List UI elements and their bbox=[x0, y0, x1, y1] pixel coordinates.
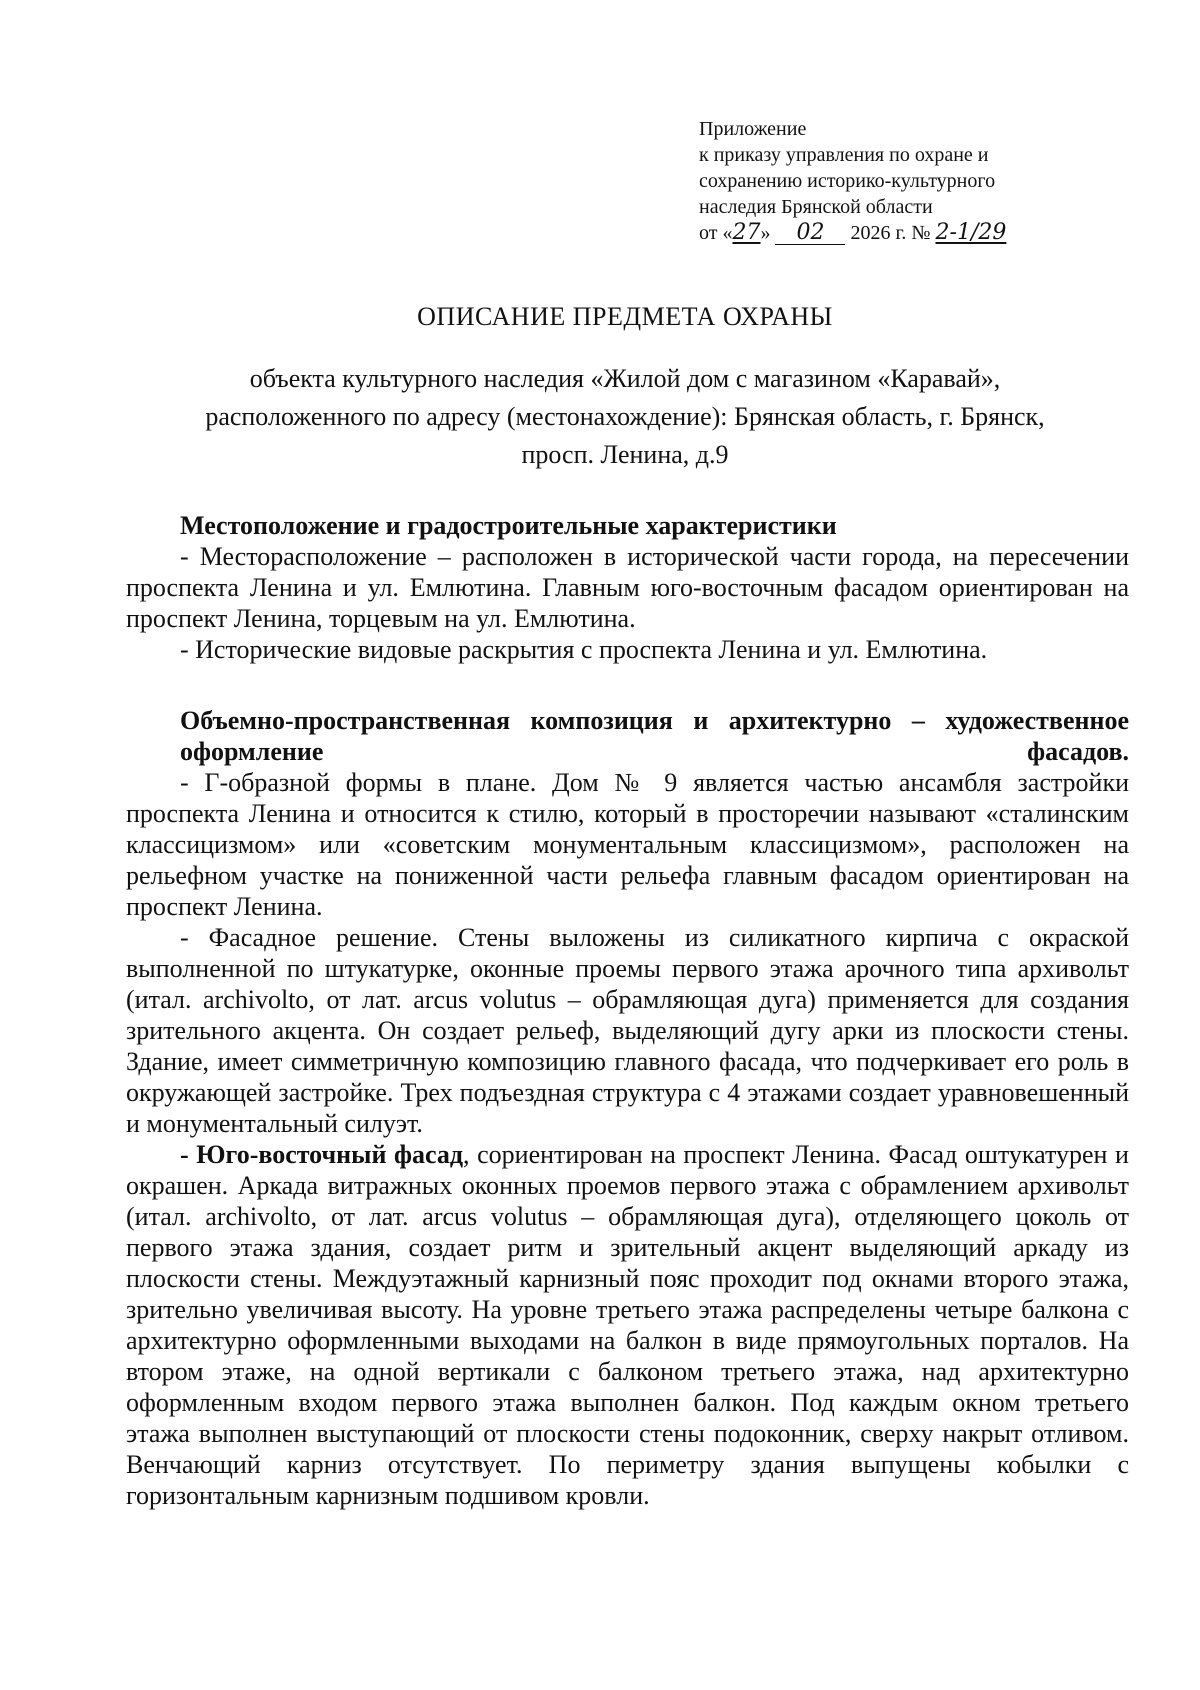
order-number: 2-1/29 bbox=[935, 220, 1007, 245]
section-2-paragraph-2: - Фасадное решение. Стены выложены из силикатного кирпича с окраской выполненной по штукатурке, оконные проемы первого этажа арочного типа архивольт (итал. archivolto, от лат. arcus volutus – обрамляющая дуга) применяется для создания зрительного акцента. Он создает рельеф, выделяющий дугу арки из плоскости стены. Здание, имеет симметричную композицию главного фасада, что подчеркивает его роль в окружающей застройке. Трех подъездная структура с 4 этажами создает уравновешенный и монументальный силуэт. bbox=[126, 923, 1129, 1138]
section-2-heading: Объемно-пространственная композиция и архитектурно – художественное оформление фасадов. bbox=[180, 706, 1129, 766]
document-body bbox=[126, 510, 1129, 1511]
date-month: 02 bbox=[796, 220, 825, 245]
section-2-paragraph-1: - Г-образной формы в плане. Дом № 9 является частью ансамбля застройки проспекта Ленина и относится к стилю, который в просторечии называют «сталинским классицизмом» или «советским монументальным классицизмом», расположен на рельефном участке на пониженной части рельефа главным фасадом ориентирован на проспект Ленина. bbox=[126, 768, 1129, 921]
document-title: ОПИСАНИЕ ПРЕДМЕТА ОХРАНЫ bbox=[417, 302, 833, 331]
approval-line-1: Приложение bbox=[699, 118, 807, 140]
date-day: 27 bbox=[732, 220, 761, 245]
approval-date-line bbox=[699, 220, 1079, 246]
section-1-paragraph-2: - Исторические видовые раскрытия с проспекта Ленина и ул. Емлютина. bbox=[180, 635, 988, 664]
date-prefix: от « bbox=[699, 222, 733, 244]
section-2-paragraph-3-text: , сориентирован на проспект Ленина. Фасад оштукатурен и окрашен. Аркада витражных оконных проемов первого этажа с обрамлением архивольт (итал. archivolto, от лат. arcus volutus – обрамляющая дуга), отделяющего цоколь от первого этажа здания, создает ритм и зрительный акцент выделяющий аркаду из плоскости стены. Междуэтажный карнизный пояс проходит под окнами второго этажа, зрительно увеличивая высоту. На уровне третьего этажа распределены четыре балкона с архитектурно оформленными выходами на балкон в виде прямоугольных порталов. На втором этаже, на одной вертикали с балконом третьего этажа, над архитектурно оформленным входом первого этажа выполнен балкон. Под каждым окном третьего этажа выполнен выступающий от плоскости стены подоконник, сверху накрыт отливом. Венчающий карниз отсутствует. По периметру здания выпущены кобылки с горизонтальным карнизным подшивом кровли. bbox=[126, 1140, 1129, 1510]
approval-line-2: к приказу управления по охране и bbox=[699, 144, 989, 166]
date-month-field bbox=[775, 222, 845, 245]
approval-line-3: сохранению историко-культурного bbox=[699, 170, 996, 192]
subtitle-line-1: объекта культурного наследия «Жилой дом с магазином «Каравай», bbox=[249, 364, 1001, 393]
section-1-heading: Местоположение и градостроительные характеристики bbox=[180, 511, 837, 540]
date-separator: » bbox=[760, 222, 771, 244]
approval-block bbox=[699, 116, 1079, 246]
section-2-paragraph-3 bbox=[126, 1139, 1129, 1511]
date-year: 2026 г. № bbox=[850, 222, 931, 244]
subtitle-line-3: просп. Ленина, д.9 bbox=[521, 440, 729, 469]
approval-line-4: наследия Брянской области bbox=[699, 196, 933, 218]
subtitle-line-2: расположенного по адресу (местонахождение): Брянская область, г. Брянск, bbox=[205, 402, 1045, 431]
section-1-paragraph-1: - Месторасположение – расположен в исторической части города, на пересечении проспекта Ленина и ул. Емлютина. Главным юго-восточным фасадом ориентирован на проспект Ленина, торцевым на ул. Емлютина. bbox=[126, 542, 1129, 633]
section-2-paragraph-3-bold: - Юго-восточный фасад bbox=[180, 1140, 464, 1169]
section-gap bbox=[126, 665, 1129, 705]
document-subtitle bbox=[150, 360, 1100, 474]
